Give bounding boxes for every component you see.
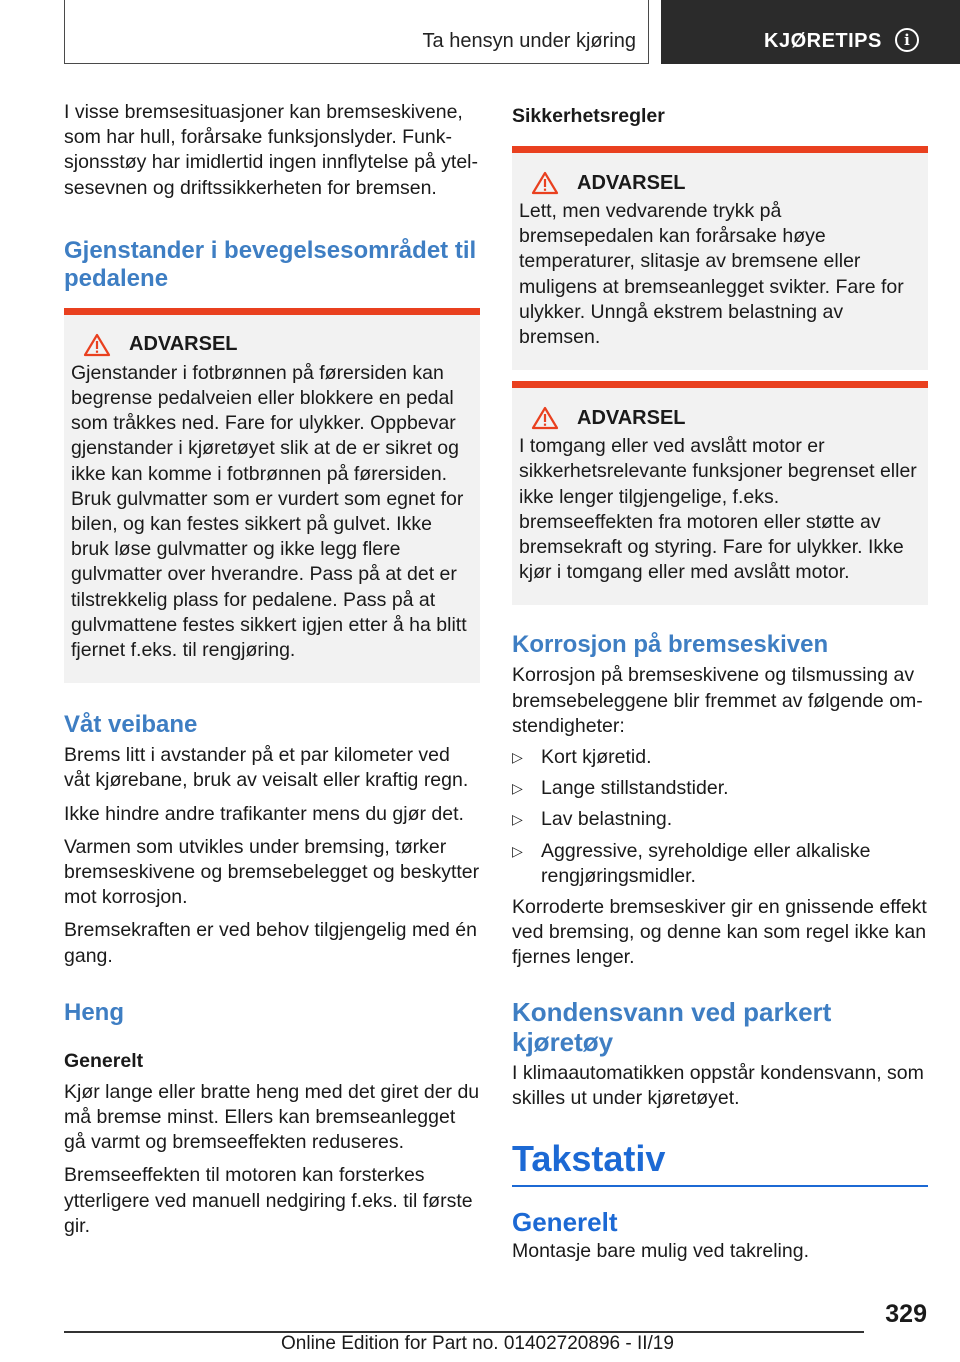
warning-triangle-icon: [83, 333, 111, 357]
intro-paragraph: I visse bremsesituasjoner kan bremseskivene, som har hull, forårsake funksjonslyder. Funksjonsstøy har imidlertid ingen innflytelse på ytelsesevnen og driftssikkerheten for bremsen.: [64, 101, 479, 199]
right-column: [512, 100, 928, 1264]
warning-box-pedals: [64, 308, 480, 683]
corrosion-list: [512, 745, 928, 889]
warning-text: I tomgang eller ved avslått motor er sikkerhetsrelevante funksjoner begrenset eller ikke lenger tilgjengelige, f.eks. bremseeffekten fra motoren eller støtte av bremsekraft og styring. Fare for ulykker. Ikke kjør i tomgang eller med avslått motor.: [519, 435, 917, 584]
heading-pedals: Gjenstander i bevegelsesområdet til pedalene: [64, 236, 477, 292]
heading-wet-road: Våt veibane: [64, 711, 198, 739]
warning-header: [519, 406, 918, 430]
corrosion-outro: Korroderte bremseskiver gir en gnissende effekt ved bremsing, og denne kan som regel ikke kan fjernes lenger.: [512, 896, 927, 969]
warning-triangle-icon: [531, 171, 559, 195]
warning-label: ADVARSEL: [577, 171, 686, 194]
triangle-bullet-icon: ▷: [512, 811, 523, 828]
header-section-box: [64, 0, 649, 64]
warning-label: ADVARSEL: [129, 333, 238, 356]
corrosion-intro: Korrosjon på bremseskivene og tilsmussing av bremsebeleggene blir fremmet av følgende omstendigheter:: [512, 664, 923, 737]
warning-triangle-icon: [531, 406, 559, 430]
subheading-general: Generelt: [64, 1049, 144, 1072]
wet-paragraph-3: Varmen som utvikles under bremsing, tørker bremseskivene og bremsebelegget og beskytter mot korrosjon.: [64, 835, 480, 909]
info-icon[interactable]: i: [895, 28, 919, 52]
warning-label: ADVARSEL: [577, 406, 686, 429]
header-section-title: Ta hensyn under kjøring: [422, 30, 636, 52]
heading-corrosion: Korrosjon på bremseskiven: [512, 631, 829, 659]
roof-text: Montasje bare mulig ved takreling.: [512, 1240, 809, 1263]
heading-condensation: Kondensvann ved parkert kjøretøy: [512, 996, 832, 1057]
triangle-bullet-icon: ▷: [512, 749, 523, 766]
list-item: ▷ Lange stillstandstider.: [512, 776, 928, 801]
page-number: 329: [885, 1300, 927, 1328]
footer-edition: Online Edition for Part no. 01402720896 - II/19: [281, 1333, 674, 1354]
left-column: [64, 100, 480, 1239]
slope-paragraph-2: Bremseeffekten til motoren kan forsterkes ytterligere ved manuell nedgiring f.eks. til første gir.: [64, 1164, 473, 1237]
heading-slope: Heng: [64, 998, 124, 1026]
header-chapter-title: KJØRETIPS: [764, 30, 882, 52]
triangle-bullet-icon: ▷: [512, 842, 523, 859]
heading-safety-rules: Sikkerhetsregler: [512, 105, 665, 127]
warning-text: Gjenstander i fotbrønnen på førersiden kan begrense pedalveien eller blokkere en pedal som tråkkes ned. Fare for ulykker. Oppbevar gjenstander i kjøretøyet slik at de er sikret og ikke kan komme i fotbrønnen på førersiden. Bruk gulvmatter som er vurdert som egnet for bilen, og kan festes sikkert på gulvet. Ikke bruk løse gulvmatter og ikke legg flere gulvmatter over hverandre. Pass på at det er tilstrekkelig plass for pedalene. Pass på at gulvmattene festes sikkert igjen etter å ha blitt fjernet f.eks. til rengjøring.: [71, 361, 467, 662]
heading-roof-rack: Takstativ: [512, 1137, 928, 1187]
warning-box-pedal-pressure: [512, 146, 928, 370]
wet-paragraph-4: Bremsekraften er ved behov tilgjengelig med én gang.: [64, 919, 477, 967]
warning-text: Lett, men vedvarende trykk på bremsepedalen kan forårsake høye temperaturer, slitasje av bremsene eller muligens at bremseanlegget svikter. Fare for ulykker. Unngå ekstrem belastning av bremsen.: [519, 200, 904, 349]
slope-paragraph-1: Kjør lange eller bratte heng med det giret der du må bremse minst. Ellers kan bremseanlegget gå varmt og bremseeffekten reduseres.: [64, 1080, 480, 1154]
list-item: ▷ Lav belastning.: [512, 807, 928, 832]
header-chapter-box[interactable]: [661, 0, 960, 64]
wet-paragraph-1: Brems litt i avstander på et par kilometer ved våt kjørebane, bruk av veisalt eller kraftig regn.: [64, 744, 469, 792]
warning-box-idle: [512, 381, 928, 605]
wet-paragraph-2: Ikke hindre andre trafikanter mens du gjør det.: [64, 802, 464, 825]
subheading-general-roof: Generelt: [512, 1207, 618, 1238]
triangle-bullet-icon: ▷: [512, 780, 523, 797]
warning-header: [519, 171, 918, 195]
list-item: ▷ Kort kjøretid.: [512, 745, 928, 770]
condensation-text: I klimaautomatikken oppstår kondensvann, som skilles ut under kjøretøyet.: [512, 1061, 924, 1109]
warning-header: [71, 333, 470, 357]
list-item: ▷ Aggressive, syreholdige eller alkaliske rengjøringsmidler.: [512, 839, 871, 887]
